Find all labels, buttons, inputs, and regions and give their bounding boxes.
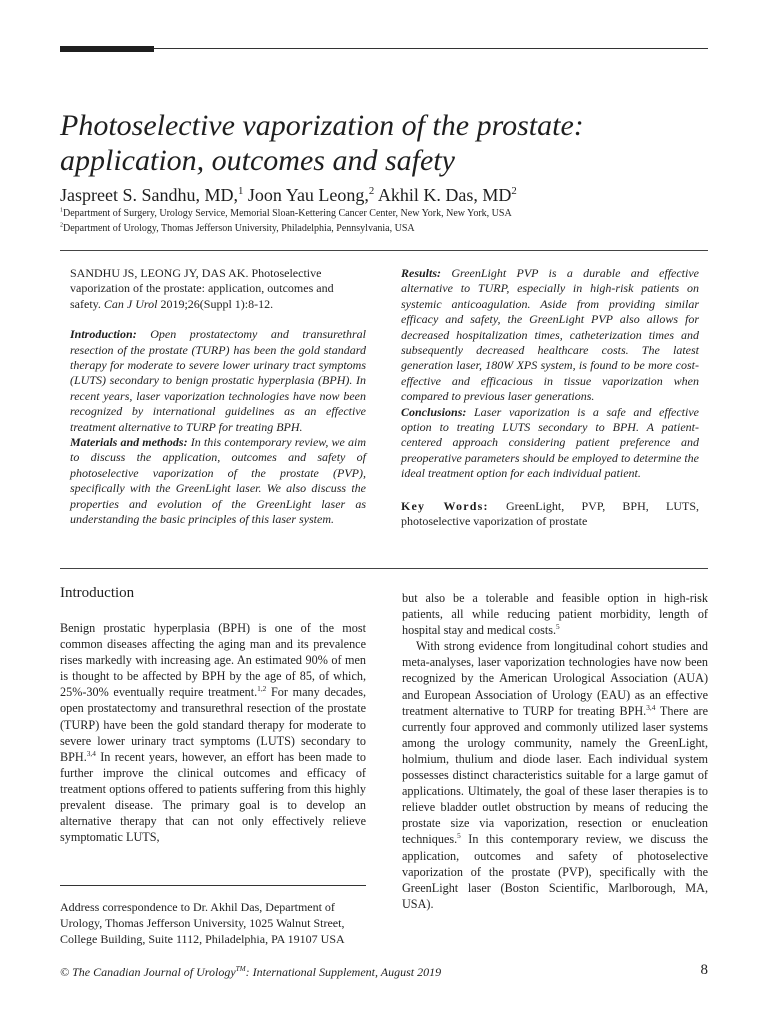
abstract-results: Results: GreenLight PVP is a durable and effective alternative to TURP, especially in high-risk patients on systemic anticoagulation. Aside from providing similar efficacy and safety, the GreenLight PVP also allows for decreased hospitalization times, catheterization times and subsequently decreased healthcare costs. The latest generation laser, 180W XPS system, is found to be more cost-effective and efficacious in tissue vaporization when compared to previous laser generations. xyxy=(401,266,699,404)
affiliation-text: Department of Urology, Thomas Jefferson University, Philadelphia, Pennsylvania, USA xyxy=(63,223,415,234)
abstract-right-column xyxy=(401,266,699,530)
body-left-column xyxy=(60,620,366,845)
citation: SANDHU JS, LEONG JY, DAS AK. Photoselective vaporization of the prostate: application, outcomes and safety. Can J Urol 2019;26(Suppl 1):8-12. xyxy=(70,266,334,311)
abstract-introduction: Introduction: Open prostatectomy and transurethral resection of the prostate (TURP) has been the gold standard therapy for moderate to severe lower urinary tract symptoms (LUTS) secondary to benign prostatic hyperplasia (BPH). In recent years, laser vaporization technologies have now been recognized by international guidelines as an effective treatment alternative to TURP for treating BPH. xyxy=(70,327,366,434)
affiliation-2 xyxy=(60,222,710,236)
author-name: Akhil K. Das, MD xyxy=(374,185,512,205)
reference-mark: 3,4 xyxy=(86,748,96,758)
abstract-bottom-rule xyxy=(60,568,708,569)
author-list xyxy=(60,184,710,206)
abstract-top-rule xyxy=(60,250,708,251)
reference-mark: 3,4 xyxy=(646,702,656,712)
correspondence-footnote: Address correspondence to Dr. Akhil Das, Department of Urology, Thomas Jefferson University, 1025 Walnut Street, College Building, Suite 1112, Philadelphia, PA 19107 USA xyxy=(60,900,345,946)
header-rule xyxy=(60,48,708,49)
body-right-column xyxy=(402,590,708,912)
header-accent-bar xyxy=(60,46,154,52)
abstract-methods: Materials and methods: In this contemporary review, we aim to discuss the application, outcomes and safety of photoselective vaporization of the prostate (PVP), specifically with the GreenLight laser. We also discuss the properties and evolution of the GreenLight laser as understanding the basic principles of this laser system. xyxy=(70,435,366,527)
journal-footer: © The Canadian Journal of Urology™: International Supplement, August 2019 xyxy=(60,965,442,979)
affiliation-mark: 2 xyxy=(60,222,63,229)
page-number: 8 xyxy=(700,962,708,978)
author-affiliation-mark: 2 xyxy=(368,185,375,197)
author-affiliation-mark: 1 xyxy=(238,185,244,197)
author-name: Joon Yau Leong, xyxy=(243,185,369,205)
footnote-rule xyxy=(60,885,366,886)
keywords: Key Words: GreenLight, PVP, BPH, LUTS, photoselective vaporization of prostate xyxy=(401,498,700,529)
reference-mark: 5 xyxy=(556,622,560,632)
affiliation-1 xyxy=(60,207,710,221)
paragraph: With strong evidence from longitudinal cohort studies and meta-analyses, laser vaporization technologies have now been recognized by the American Urological Association (AUA) and European Association of Urology (EAU) as an effective treatment alternative to TURP for treating BPH.$^{3,4}$ There are currently four approved and commonly utilized laser systems among the urology community, namely the GreenLight, holmium, thulium and diode laser. Each individual system possesses distinct characteristics suitable for a large gamut of applications. Ultimately, the goal of these laser therapies is to relieve bladder outlet obstruction by means of reducing the prostate size via vaporization, resection or enucleation techniques.$^5$ In this contemporary review, we discuss the application, outcomes and safety of photoselective vaporization of the prostate (PVP), specifically with the GreenLight laser (Boston Scientific, Marlborough, MA, USA). xyxy=(402,639,708,911)
section-heading-introduction: Introduction xyxy=(60,585,135,601)
paragraph: but also be a tolerable and feasible option in high-risk patients, all while reducing patient morbidity, length of hospital stay and medical costs.$^5$ xyxy=(402,591,708,638)
author-name: Jaspreet S. Sandhu, MD, xyxy=(60,185,238,205)
abstract-conclusions: Conclusions: Laser vaporization is a safe and effective option to treating LUTS secondary to BPH. A patient-centered approach considering patient preference and preoperative parameters should be employed to determine the ideal treatment option for each individual patient. xyxy=(401,404,700,481)
reference-mark: 5 xyxy=(457,831,461,841)
article-title: Photoselective vaporization of the prostate: application, outcomes and safety xyxy=(60,109,584,177)
reference-mark: 1,2 xyxy=(257,684,267,694)
affiliation-mark: 1 xyxy=(60,207,63,214)
paragraph: Benign prostatic hyperplasia (BPH) is one of the most common diseases affecting the aging man and its prevalence rises markedly with increasing age. An estimated 90% of men is thought to be affected by BPH by the age of 85, of which, 25%-30% eventually require treatment.$^{1,2}$ For many decades, open prostatectomy and transurethral resection of the prostate (TURP) have been the gold standard therapy for moderate to severe lower urinary tract symptoms (LUTS) secondary to BPH.$^{3,4}$ In recent years, however, an effort has been made to further improve the clinical outcomes and efficacy of treatment options offered to patients suffering from this highly prevalent disease. The primary goal is to develop an alternative therapy that can not only effectively relieve symptomatic LUTS, xyxy=(60,621,366,845)
author-affiliation-mark: 2 xyxy=(511,185,517,197)
affiliation-text: Department of Surgery, Urology Service, Memorial Sloan-Kettering Cancer Center, New York, New York, USA xyxy=(63,208,512,219)
abstract-left-column xyxy=(70,266,366,528)
